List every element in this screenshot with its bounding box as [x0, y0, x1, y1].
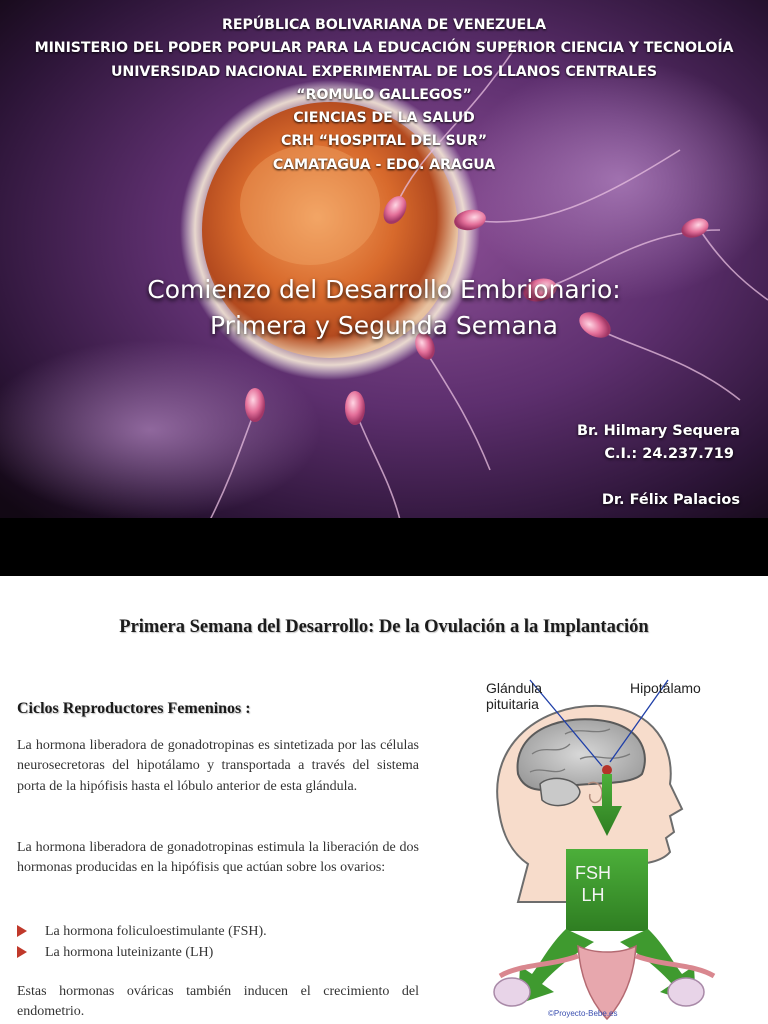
paragraph: La hormona liberadora de gonadotropinas estimula la liberación de dos hormonas producidas en la hipófisis que actúan sobre los ovarios: [17, 840, 419, 876]
header-line: UNIVERSIDAD NACIONAL EXPERIMENTAL DE LOS LLANOS CENTRALES [111, 63, 657, 80]
hormone-lh: LH [581, 885, 605, 905]
hormone-pathway-diagram [470, 674, 720, 1024]
paragraph: La hormona liberadora de gonadotropinas es sintetizada por las células neurosecretoras del hipotálamo y transportada a través del sistema porta de la hipófisis hasta el lóbulo anterior de esta glándula. [17, 738, 419, 794]
institution-header [0, 14, 768, 177]
list-item-text: La hormona luteinizante (LH) [45, 945, 214, 960]
list-item-text: La hormona foliculoestimulante (FSH). [45, 924, 267, 939]
slide-title [0, 272, 768, 344]
label-hypothalamus: Hipotálamo [630, 680, 701, 696]
header-line: CIENCIAS DE LA SALUD [293, 110, 475, 127]
list-item [17, 921, 267, 942]
ovary-right-icon [668, 978, 704, 1006]
header-line: CAMATAGUA - EDO. ARAGUA [272, 156, 496, 173]
hormone-labels [560, 862, 626, 906]
teacher-name: Dr. Félix Palacios [601, 492, 740, 508]
ovary-left-icon [494, 978, 530, 1006]
arrow-bullet-icon [17, 946, 27, 958]
header-line: REPÚBLICA BOLIVARIANA DE VENEZUELA [222, 17, 546, 33]
hormone-list [17, 921, 267, 963]
label-pituitary-text: Glándula pituitaria [486, 680, 543, 712]
list-item [17, 942, 267, 963]
slide-title-line1: Comienzo del Desarrollo Embrionario: [147, 275, 621, 304]
image-watermark: ©Proyecto-Bebe.es [548, 1009, 618, 1018]
header-line: MINISTERIO DEL PODER POPULAR PARA LA EDUCACIÓN SUPERIOR CIENCIA Y TECNOLOÍA [34, 40, 734, 57]
header-line: CRH “HOSPITAL DEL SUR” [280, 133, 488, 150]
black-band [0, 518, 768, 576]
content-slide [0, 576, 768, 1024]
pituitary-marker-icon [602, 765, 612, 775]
section-subtitle: Ciclos Reproductores Femeninos : [17, 700, 251, 717]
section-title: Primera Semana del Desarrollo: De la Ovulación a la Implantación [119, 617, 649, 637]
student-id: C.I.: 24.237.719 [604, 446, 734, 462]
credits [577, 420, 740, 512]
paragraph: Estas hormonas ováricas también inducen el crecimiento del endometrio. [17, 984, 419, 1020]
label-pituitary [486, 680, 566, 712]
arrow-bullet-icon [17, 925, 27, 937]
slide-title-line2: Primera y Segunda Semana [210, 311, 558, 340]
hormone-fsh: FSH [575, 863, 611, 883]
student-name: Br. Hilmary Sequera [576, 423, 740, 439]
header-line: “ROMULO GALLEGOS” [296, 86, 472, 103]
